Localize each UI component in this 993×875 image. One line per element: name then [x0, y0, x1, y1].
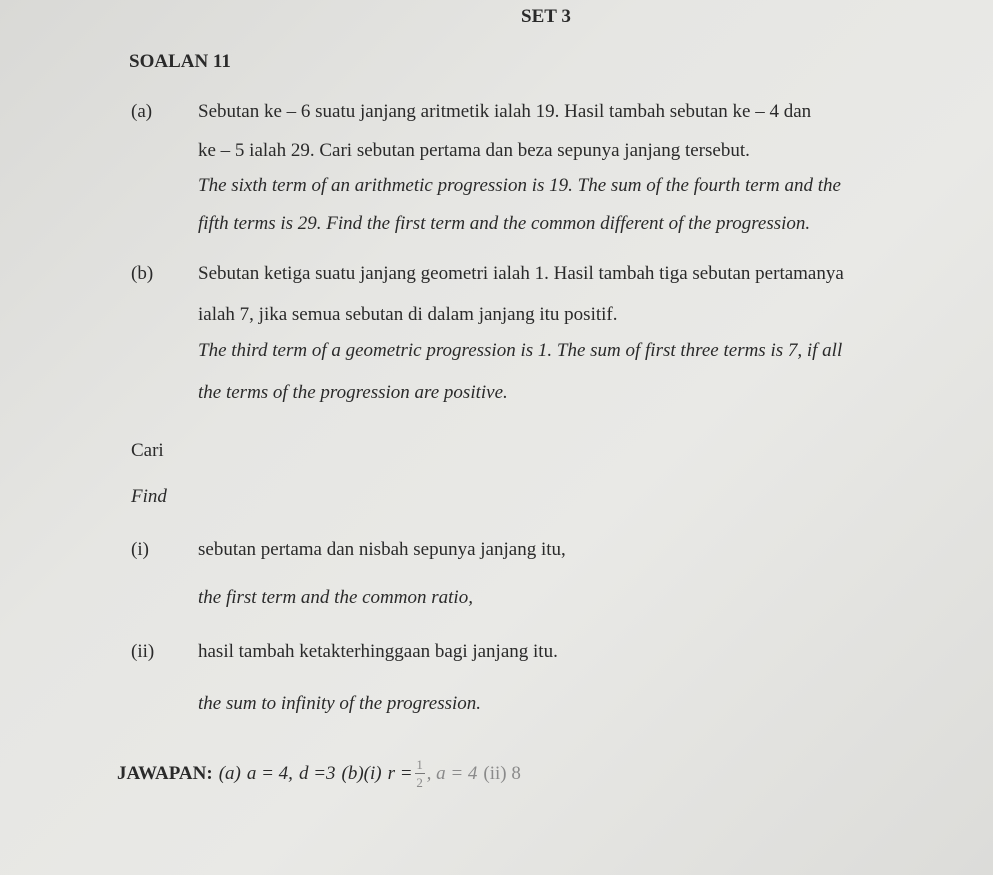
cari-label: Cari	[131, 440, 164, 461]
answer-r-prefix: r =	[387, 762, 413, 784]
answer-part-bi: (b)(i)	[341, 762, 382, 784]
part-a-english-line1: The sixth term of an arithmetic progression is 19. The sum of the fourth term and the	[198, 175, 841, 196]
answer-label: JAWAPAN:	[117, 762, 213, 784]
answer-a2-value: , a = 4	[426, 762, 478, 784]
question-title: SOALAN 11	[129, 51, 231, 72]
sub-ii-malay: hasil tambah ketakterhinggaan bagi janjang itu.	[198, 641, 558, 662]
answer-part-a: (a)	[218, 762, 241, 784]
answer-r-numerator: 1	[416, 757, 423, 772]
answer-r-fraction	[415, 758, 425, 789]
answer-line	[117, 758, 521, 789]
answer-part-bii: (ii) 8	[483, 762, 521, 784]
answer-a-value: a = 4,	[246, 762, 293, 784]
sub-i-malay: sebutan pertama dan nisbah sepunya janjang itu,	[198, 539, 566, 560]
sub-ii-english: the sum to infinity of the progression.	[198, 693, 482, 714]
answer-r-denominator: 2	[416, 775, 423, 790]
part-b-label: (b)	[131, 263, 154, 284]
find-label: Find	[131, 486, 167, 507]
part-b-malay-line1: Sebutan ketiga suatu janjang geometri ialah 1. Hasil tambah tiga sebutan pertamanya	[198, 263, 844, 284]
part-a-english-line2: fifth terms is 29. Find the first term and the common different of the progression.	[198, 213, 811, 234]
part-b-english-line2: the terms of the progression are positive.	[198, 382, 508, 403]
sub-ii-label: (ii)	[131, 641, 155, 662]
part-a-label: (a)	[131, 101, 153, 122]
sub-i-english: the first term and the common ratio,	[198, 587, 473, 608]
sub-i-label: (i)	[131, 539, 149, 560]
part-a-malay-line2: ke – 5 ialah 29. Cari sebutan pertama dan beza sepunya janjang tersebut.	[198, 140, 750, 161]
part-b-english-line1: The third term of a geometric progression is 1. The sum of first three terms is 7, if all	[198, 340, 843, 361]
set-label: SET 3	[521, 6, 571, 27]
answer-d-value: d =3	[298, 762, 336, 784]
part-a-malay-line1: Sebutan ke – 6 suatu janjang aritmetik ialah 19. Hasil tambah sebutan ke – 4 dan	[198, 101, 812, 122]
part-b-malay-line2: ialah 7, jika semua sebutan di dalam janjang itu positif.	[198, 304, 618, 325]
